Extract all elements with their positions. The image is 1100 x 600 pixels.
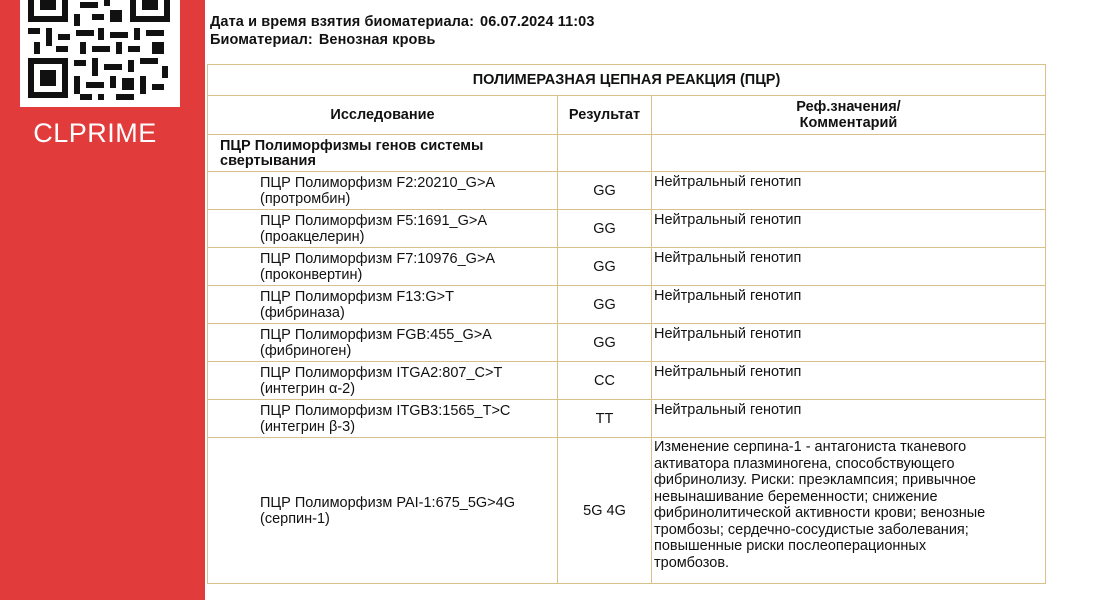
comment-line: фибринолизу. Риски: преэклампсия; привычное <box>654 472 976 488</box>
test-name <box>208 438 558 584</box>
table-row <box>208 210 1046 248</box>
comment-line: фибринолитической активности крови; венозные <box>654 505 986 521</box>
test-comment <box>652 438 1046 584</box>
qr-code <box>20 0 180 107</box>
sample-datetime-label: Дата и время взятия биоматериала: <box>210 14 475 30</box>
group-title-line1: ПЦР Полиморфизмы генов системы <box>220 138 484 154</box>
test-name-line: ПЦР Полиморфизм ITGA2:807_C>T <box>260 365 503 381</box>
comment-line: тромбозы; сердечно-сосудистые заболевания; <box>654 521 969 538</box>
test-name <box>208 362 558 400</box>
table-row <box>208 172 1046 210</box>
test-name <box>208 324 558 362</box>
test-name-line: ПЦР Полиморфизм F13:G>T <box>260 289 454 305</box>
test-name-line: ПЦР Полиморфизм PAI-1:675_5G>4G <box>260 494 515 511</box>
test-result: GG <box>558 210 652 248</box>
test-result: GG <box>558 248 652 286</box>
table-row <box>208 324 1046 362</box>
test-name-line: ПЦР Полиморфизм FGB:455_G>A <box>260 327 492 343</box>
test-name-sub: (интегрин β-3) <box>260 419 356 435</box>
table-title: ПОЛИМЕРАЗНАЯ ЦЕПНАЯ РЕАКЦИЯ (ПЦР) <box>208 65 1046 96</box>
test-result: CC <box>558 362 652 400</box>
test-name <box>208 400 558 438</box>
test-result: GG <box>558 172 652 210</box>
test-comment: Нейтральный генотип <box>652 362 1046 400</box>
group-title <box>208 135 558 172</box>
test-name-sub: (протромбин) <box>260 191 351 207</box>
test-result: GG <box>558 324 652 362</box>
table-row <box>208 286 1046 324</box>
test-name-sub: (проконвертин) <box>260 267 363 283</box>
header-ref <box>652 96 1046 135</box>
test-comment: Нейтральный генотип <box>652 210 1046 248</box>
test-name-sub: (проакцелерин) <box>260 229 365 245</box>
test-comment: Нейтральный генотип <box>652 324 1046 362</box>
test-name-line: ПЦР Полиморфизм F7:10976_G>A <box>260 251 496 267</box>
sample-datetime <box>210 14 595 30</box>
biomaterial <box>210 32 436 48</box>
group-ref-empty <box>652 135 1046 172</box>
brand-sidebar <box>0 0 205 600</box>
test-name-sub: (интегрин α-2) <box>260 381 356 397</box>
comment-line: невынашивание беременности; снижение <box>654 488 938 505</box>
test-name-sub: (фибриназа) <box>260 305 345 321</box>
table-row <box>208 400 1046 438</box>
test-comment: Нейтральный генотип <box>652 172 1046 210</box>
header-study: Исследование <box>208 96 558 135</box>
qr-code-icon <box>26 0 176 107</box>
test-result: GG <box>558 286 652 324</box>
group-result-empty <box>558 135 652 172</box>
biomaterial-value: Венозная кровь <box>318 32 436 48</box>
group-title-line2: свертывания <box>220 153 316 169</box>
test-name <box>208 210 558 248</box>
header-ref-line1: Реф.значения/ <box>796 99 901 115</box>
table-row <box>208 362 1046 400</box>
comment-line: Изменение серпина-1 - антагониста тканевого <box>654 439 967 455</box>
test-comment: Нейтральный генотип <box>652 248 1046 286</box>
test-result: TT <box>558 400 652 438</box>
test-name-sub: (фибриноген) <box>260 343 352 359</box>
test-result: 5G 4G <box>558 438 652 584</box>
test-name-line: ПЦР Полиморфизм ITGB3:1565_T>C <box>260 403 511 419</box>
header-result: Результат <box>558 96 652 135</box>
pcr-results-table <box>207 64 1046 584</box>
test-name <box>208 172 558 210</box>
test-name <box>208 286 558 324</box>
table-row <box>208 248 1046 286</box>
biomaterial-label: Биоматериал: <box>210 32 313 48</box>
test-comment: Нейтральный генотип <box>652 286 1046 324</box>
sample-datetime-value: 06.07.2024 11:03 <box>480 14 595 30</box>
comment-line: повышенные риски послеоперационных <box>654 538 927 554</box>
test-name-line: ПЦР Полиморфизм F2:20210_G>A <box>260 175 496 191</box>
header-ref-line2: Комментарий <box>799 115 898 131</box>
table-row <box>208 438 1046 584</box>
test-name-line: ПЦР Полиморфизм F5:1691_G>A <box>260 213 488 229</box>
brand-logo-text: CLPRIME <box>33 118 157 148</box>
test-comment: Нейтральный генотип <box>652 400 1046 438</box>
comment-line: активатора плазминогена, способствующего <box>654 455 955 472</box>
test-name-sub: (серпин-1) <box>260 510 330 527</box>
comment-line: тромбозов. <box>654 554 730 571</box>
test-name <box>208 248 558 286</box>
